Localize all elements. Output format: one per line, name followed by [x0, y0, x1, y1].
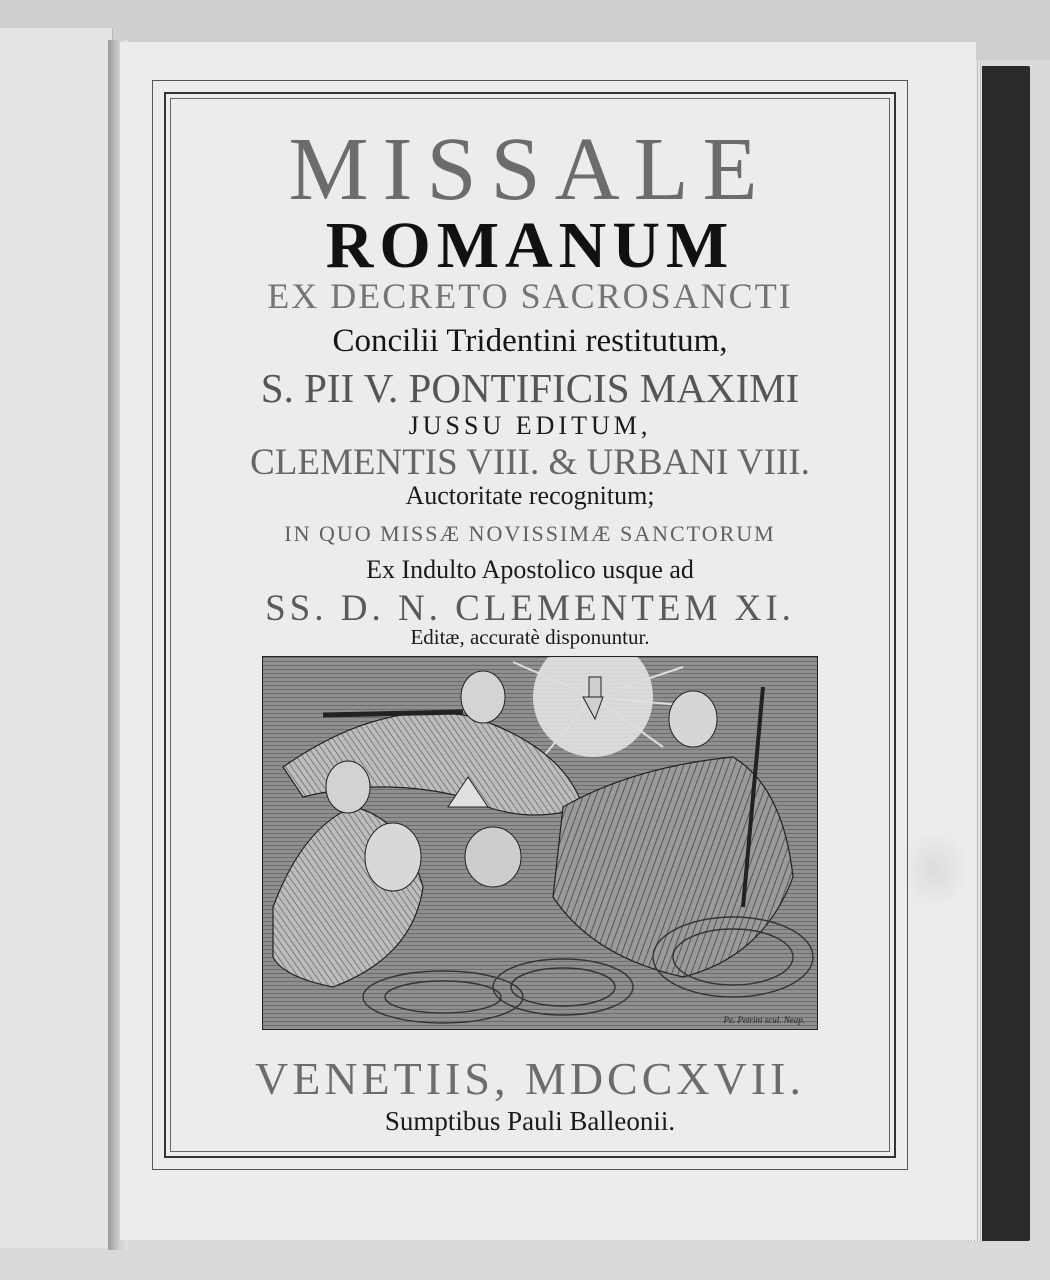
engraving-illustration [262, 656, 818, 1030]
title-romanum: ROMANUM [325, 209, 735, 282]
subtitle-line-10: Ex Indulto Apostolico usque ad [366, 555, 694, 584]
title-missale: MISSALE [288, 120, 772, 219]
subtitle-line-3: EX DECRETO SACROSANCTI [267, 276, 793, 316]
subtitle-line-5: S. PII V. PONTIFICIS MAXIMI [260, 365, 800, 411]
subtitle-line-12: Editæ, accuratè disponuntur. [410, 625, 650, 649]
subtitle-line-11: SS. D. N. CLEMENTEM XI. [265, 588, 795, 629]
imprint-place-date: VENETIIS, MDCCXVII. [254, 1053, 805, 1104]
book-cover [975, 66, 1030, 1241]
imprint-publisher: Sumptibus Pauli Balleonii. [384, 1106, 676, 1136]
subtitle-line-9: IN QUO MISSÆ NOVISSIMÆ SANCTORUM [284, 521, 776, 546]
subtitle-line-6: JUSSU EDITUM, [408, 411, 652, 440]
paper-stain [900, 830, 970, 910]
left-page [0, 28, 113, 1248]
subtitle-line-8: Auctoritate recognitum; [405, 481, 655, 510]
subtitle-line-4: Concilii Tridentini restitutum, [332, 323, 728, 359]
engraver-signature: Pe. Petrini scul. Neap. [723, 1015, 805, 1025]
engraving-image [263, 657, 817, 1029]
subtitle-line-7: CLEMENTIS VIII. & URBANI VIII. [250, 442, 810, 483]
